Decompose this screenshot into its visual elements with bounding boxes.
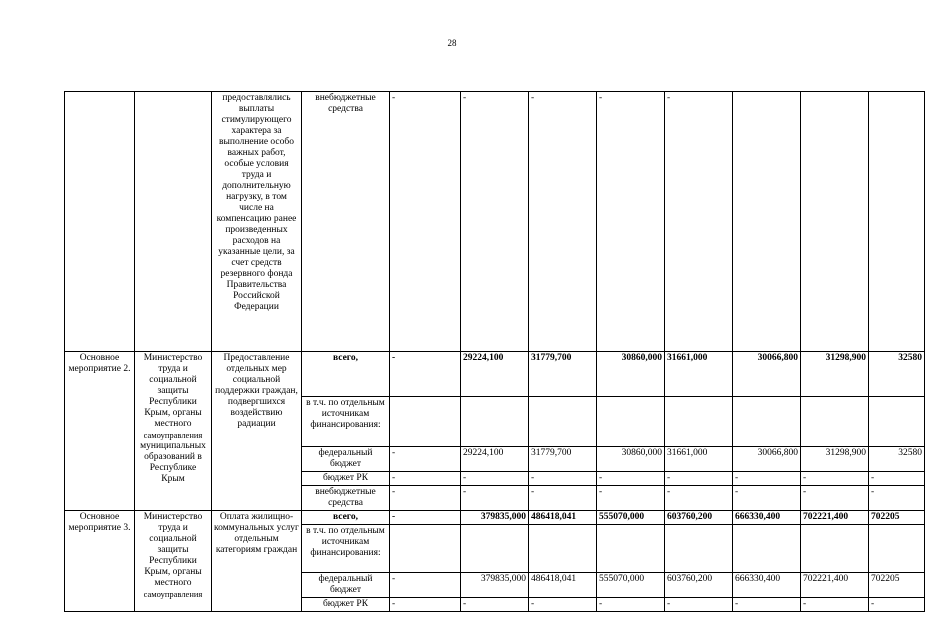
- funding-source: внебюджетные средства: [302, 92, 390, 352]
- value-cell: 702221,400: [801, 511, 869, 525]
- value-cell: -: [665, 92, 733, 352]
- row-label: в т.ч. по отдельным источникам финансирования:: [302, 525, 390, 573]
- executor-text: самоуправления: [143, 430, 203, 440]
- row-label: федеральный бюджет: [302, 447, 390, 472]
- row-label: бюджет РК: [302, 598, 390, 612]
- event-cell: [65, 92, 135, 352]
- row-label: федеральный бюджет: [302, 573, 390, 598]
- executor-text: муниципальных образований в Республике Крым: [140, 441, 206, 484]
- value-cell: 31779,700: [529, 352, 597, 397]
- value-cell: -: [869, 598, 925, 612]
- value-cell: -: [529, 486, 597, 511]
- row-label: бюджет РК: [302, 472, 390, 486]
- value-cell: 486418,041: [529, 573, 597, 598]
- value-cell: -: [461, 92, 529, 352]
- executor-cell: [135, 511, 212, 612]
- dash-cell: -: [390, 598, 461, 612]
- value-cell: 29224,100: [461, 352, 529, 397]
- value-cell: -: [597, 486, 665, 511]
- value-cell: -: [665, 486, 733, 511]
- value-cell: 666330,400: [733, 511, 801, 525]
- event-description: Оплата жилищно-коммунальных услуг отдельным категориям граждан: [212, 511, 302, 612]
- value-cell: -: [390, 92, 461, 352]
- executor-cell: [135, 352, 212, 511]
- value-cell: -: [801, 472, 869, 486]
- value-cell: 702205: [869, 573, 925, 598]
- table-row: [65, 92, 925, 352]
- value-cell: [733, 92, 801, 352]
- value-cell: 702205: [869, 511, 925, 525]
- executor-text: Министерство труда и социальной защиты Республики Крым, органы местного: [143, 353, 203, 429]
- value-cell: 30066,800: [733, 352, 801, 397]
- row-label: в т.ч. по отдельным источникам финансирования:: [302, 397, 390, 447]
- value-cell: 379835,000: [461, 511, 529, 525]
- value-cell: 702221,400: [801, 573, 869, 598]
- table-row: [65, 352, 925, 397]
- row-label: всего,: [302, 352, 390, 397]
- value-cell: -: [461, 472, 529, 486]
- event-description: Предоставление отдельных мер социальной поддержки граждан, подвергшихся воздействию радиации: [212, 352, 302, 511]
- value-cell: -: [597, 472, 665, 486]
- value-cell: 666330,400: [733, 573, 801, 598]
- executor-cell: [135, 92, 212, 352]
- value-cell: -: [597, 92, 665, 352]
- value-cell: 30860,000: [597, 447, 665, 472]
- value-cell: 31298,900: [801, 447, 869, 472]
- value-cell: 30860,000: [597, 352, 665, 397]
- value-cell: -: [461, 486, 529, 511]
- value-cell: 555070,000: [597, 573, 665, 598]
- value-cell: 31779,700: [529, 447, 597, 472]
- value-cell: 31661,000: [665, 447, 733, 472]
- value-cell: -: [529, 472, 597, 486]
- value-cell: -: [801, 598, 869, 612]
- value-cell: -: [869, 472, 925, 486]
- event-description: предоставлялись выплаты стимулирующего характера за выполнение особо важных работ, особые условия труда и дополнительную нагрузку, в том числе на компенсацию ранее произведенных расходов на указанные цели, за счет средств резервного фонда Правительства Российской Федерации: [212, 92, 302, 352]
- value-cell: 603760,200: [665, 573, 733, 598]
- value-cell: -: [597, 598, 665, 612]
- value-cell: -: [665, 598, 733, 612]
- value-cell: -: [529, 598, 597, 612]
- value-cell: 486418,041: [529, 511, 597, 525]
- value-cell: -: [529, 92, 597, 352]
- value-cell: -: [461, 598, 529, 612]
- value-cell: -: [801, 486, 869, 511]
- dash-cell: -: [390, 573, 461, 598]
- value-cell: [801, 92, 869, 352]
- value-cell: -: [733, 486, 801, 511]
- value-cell: [869, 92, 925, 352]
- value-cell: 555070,000: [597, 511, 665, 525]
- dash-cell: -: [390, 472, 461, 486]
- row-label: всего,: [302, 511, 390, 525]
- dash-cell: -: [390, 447, 461, 472]
- value-cell: 31298,900: [801, 352, 869, 397]
- executor-text: Министерство труда и социальной защиты Республики Крым, органы местного: [143, 512, 203, 588]
- dash-cell: -: [390, 352, 461, 397]
- value-cell: 379835,000: [461, 573, 529, 598]
- value-cell: -: [733, 472, 801, 486]
- value-cell: -: [665, 472, 733, 486]
- budget-table: [64, 91, 925, 612]
- page-number: 28: [447, 38, 457, 48]
- executor-text: самоуправления: [143, 589, 203, 599]
- row-label: внебюджетные средства: [302, 486, 390, 511]
- value-cell: 32580: [869, 447, 925, 472]
- table-row: [65, 511, 925, 525]
- value-cell: 31661,000: [665, 352, 733, 397]
- event-title: Основное мероприятие 2.: [65, 352, 135, 511]
- event-title: Основное мероприятие 3.: [65, 511, 135, 612]
- value-cell: -: [869, 486, 925, 511]
- dash-cell: -: [390, 486, 461, 511]
- value-cell: 30066,800: [733, 447, 801, 472]
- value-cell: 603760,200: [665, 511, 733, 525]
- value-cell: 29224,100: [461, 447, 529, 472]
- dash-cell: -: [390, 511, 461, 525]
- value-cell: -: [733, 598, 801, 612]
- value-cell: 32580: [869, 352, 925, 397]
